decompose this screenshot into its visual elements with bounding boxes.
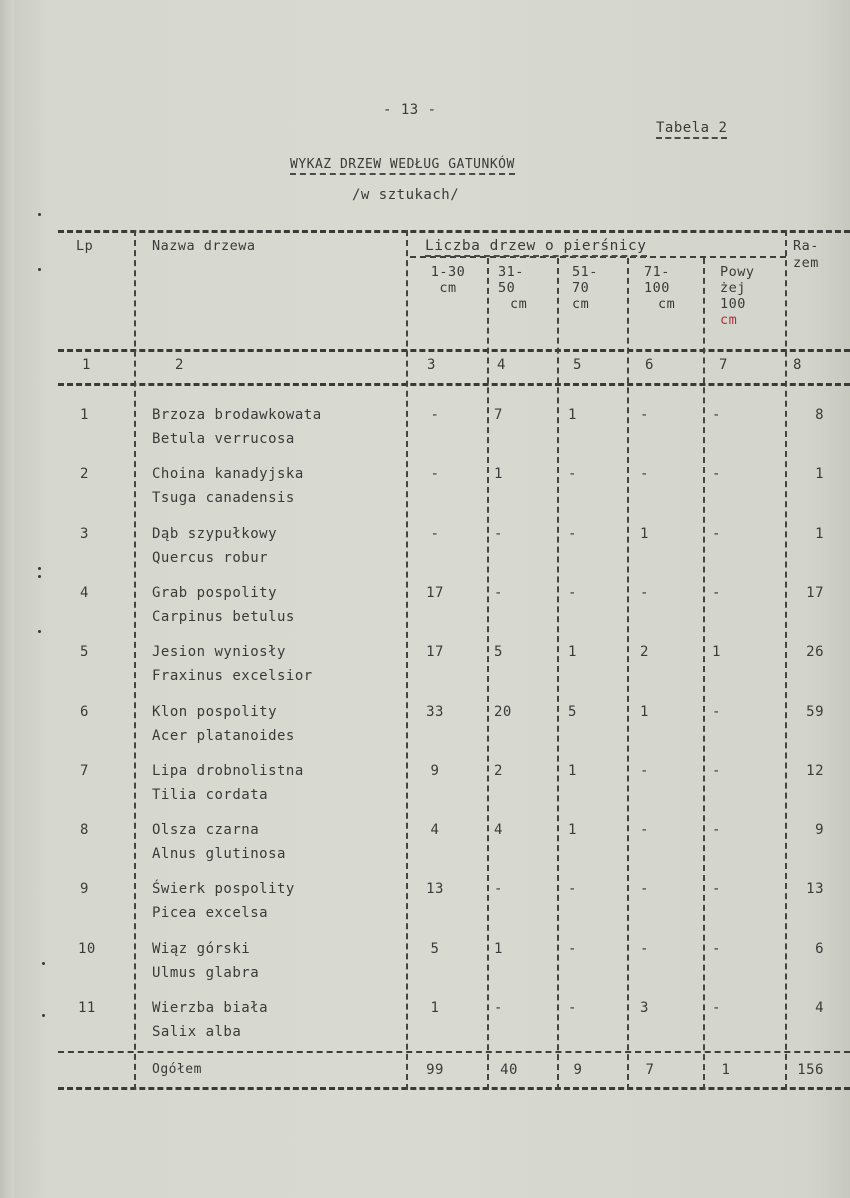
- row-c3: -: [568, 526, 577, 542]
- header-total: Ra- zem: [793, 238, 819, 271]
- margin-dot: [38, 213, 41, 216]
- row-c3: 1: [568, 763, 577, 779]
- row-c2: 20: [494, 704, 512, 720]
- col-divider: [406, 230, 408, 1090]
- row-name-latin: Salix alba: [152, 1024, 242, 1040]
- row-lp: 4: [80, 585, 89, 601]
- row-c2: 4: [494, 822, 503, 838]
- row-total: 59: [806, 704, 824, 720]
- row-c2: 2: [494, 763, 503, 779]
- header-group: Liczba drzew o pierśnicy: [425, 238, 647, 257]
- row-lp: 10: [78, 941, 96, 957]
- row-name-polish: Choina kanadyjska: [152, 466, 304, 482]
- header-bottom-rule: [58, 349, 850, 352]
- row-total: 1: [815, 526, 824, 542]
- row-name-latin: Betula verrucosa: [152, 431, 295, 447]
- header-col-1-30: 1-30 cm: [430, 264, 466, 296]
- row-c3: -: [568, 941, 577, 957]
- row-c5: -: [712, 407, 721, 423]
- col-divider: [785, 230, 787, 1090]
- sum-c5: 1: [721, 1062, 731, 1078]
- row-lp: 3: [80, 526, 89, 542]
- row-c4: -: [640, 881, 649, 897]
- row-c4: -: [640, 763, 649, 779]
- row-c2: -: [494, 881, 503, 897]
- row-c5: -: [712, 466, 721, 482]
- row-name-polish: Jesion wyniosły: [152, 644, 286, 660]
- col-number: 8: [793, 357, 802, 373]
- row-c4: -: [640, 585, 649, 601]
- row-c3: -: [568, 1000, 577, 1016]
- row-name-latin: Carpinus betulus: [152, 609, 295, 625]
- row-c2: 1: [494, 466, 503, 482]
- row-c3: -: [568, 585, 577, 601]
- row-name-polish: Olsza czarna: [152, 822, 260, 838]
- header-col-31-50: 31- 50 cm: [498, 264, 528, 312]
- row-c5: -: [712, 822, 721, 838]
- col-divider: [703, 258, 705, 1090]
- header-col-51-70: 51- 70 cm: [572, 264, 598, 312]
- row-c1: 17: [426, 585, 444, 601]
- sum-label: Ogółem: [152, 1062, 202, 1077]
- row-c3: -: [568, 881, 577, 897]
- row-c2: 1: [494, 941, 503, 957]
- col-number: 2: [175, 357, 184, 373]
- row-lp: 7: [80, 763, 89, 779]
- margin-dot: [42, 962, 45, 965]
- header-lp: Lp: [76, 238, 94, 254]
- sum-top-rule: [58, 1051, 850, 1053]
- row-total: 13: [806, 881, 824, 897]
- header-name: Nazwa drzewa: [152, 238, 256, 254]
- row-c3: 1: [568, 407, 577, 423]
- row-c5: 1: [712, 644, 721, 660]
- row-c1: -: [430, 466, 440, 482]
- row-c5: -: [712, 941, 721, 957]
- row-lp: 9: [80, 881, 89, 897]
- col-divider: [627, 258, 629, 1090]
- col-number: 6: [645, 357, 654, 373]
- row-c2: 7: [494, 407, 503, 423]
- col-number: 5: [573, 357, 582, 373]
- row-name-latin: Picea excelsa: [152, 905, 269, 921]
- row-name-polish: Wierzba biała: [152, 1000, 269, 1016]
- document-title: WYKAZ DRZEW WEDŁUG GATUNKÓW: [290, 157, 515, 175]
- sum-c4: 7: [645, 1062, 655, 1078]
- row-name-polish: Świerk pospolity: [152, 881, 295, 897]
- row-name-polish: Lipa drobnolistna: [152, 763, 304, 779]
- row-c5: -: [712, 526, 721, 542]
- row-name-polish: Wiąz górski: [152, 941, 251, 957]
- row-lp: 11: [78, 1000, 96, 1016]
- page-number: - 13 -: [383, 102, 437, 118]
- row-c5: -: [712, 585, 721, 601]
- row-c1: -: [430, 526, 440, 542]
- margin-dot: [42, 1014, 45, 1017]
- row-c5: -: [712, 881, 721, 897]
- row-c1: 9: [430, 763, 440, 779]
- sum-total: 156: [797, 1062, 824, 1078]
- row-name-polish: Dąb szypułkowy: [152, 526, 278, 542]
- col-divider: [557, 258, 559, 1090]
- row-name-latin: Tilia cordata: [152, 787, 269, 803]
- row-name-latin: Alnus glutinosa: [152, 846, 286, 862]
- row-c4: -: [640, 941, 649, 957]
- row-name-latin: Tsuga canadensis: [152, 490, 295, 506]
- row-c4: 1: [640, 704, 649, 720]
- margin-dot: [38, 630, 41, 633]
- margin-dot: [38, 575, 41, 578]
- row-c3: 5: [568, 704, 577, 720]
- row-name-latin: Fraxinus excelsior: [152, 668, 313, 684]
- row-c3: 1: [568, 644, 577, 660]
- margin-dot: [38, 268, 41, 271]
- row-total: 6: [815, 941, 824, 957]
- header-col-71-100: 71- 100 cm: [644, 264, 676, 312]
- row-c2: 5: [494, 644, 503, 660]
- row-c4: -: [640, 822, 649, 838]
- row-c4: -: [640, 466, 649, 482]
- row-total: 12: [806, 763, 824, 779]
- col-number: 1: [82, 357, 91, 373]
- row-total: 9: [815, 822, 824, 838]
- row-lp: 6: [80, 704, 89, 720]
- row-name-polish: Klon pospolity: [152, 704, 278, 720]
- row-lp: 8: [80, 822, 89, 838]
- row-total: 4: [815, 1000, 824, 1016]
- col-number: 7: [719, 357, 728, 373]
- row-c4: -: [640, 407, 649, 423]
- row-name-latin: Ulmus glabra: [152, 965, 260, 981]
- page-edge-shadow: [0, 0, 14, 1198]
- row-name-latin: Quercus robur: [152, 550, 269, 566]
- row-c1: 17: [426, 644, 444, 660]
- row-c2: -: [494, 526, 503, 542]
- row-c4: 2: [640, 644, 649, 660]
- col-divider: [487, 258, 489, 1090]
- row-c5: -: [712, 704, 721, 720]
- row-c4: 3: [640, 1000, 649, 1016]
- row-total: 8: [815, 407, 824, 423]
- row-c4: 1: [640, 526, 649, 542]
- row-c1: 13: [426, 881, 444, 897]
- row-name-polish: Brzoza brodawkowata: [152, 407, 322, 423]
- row-c2: -: [494, 1000, 503, 1016]
- row-lp: 5: [80, 644, 89, 660]
- col-divider: [134, 230, 136, 1090]
- column-numbers-rule: [58, 383, 850, 386]
- row-lp: 1: [80, 407, 89, 423]
- row-total: 1: [815, 466, 824, 482]
- document-subtitle: /w sztukach/: [352, 187, 460, 203]
- row-c5: -: [712, 763, 721, 779]
- margin-dot: [38, 567, 41, 570]
- table-label: Tabela 2: [656, 120, 727, 139]
- sum-c1: 99: [426, 1062, 444, 1078]
- col-number: 3: [427, 357, 436, 373]
- row-c3: -: [568, 466, 577, 482]
- row-c5: -: [712, 1000, 721, 1016]
- sum-c3: 9: [573, 1062, 583, 1078]
- row-c1: 33: [426, 704, 444, 720]
- sum-c2: 40: [500, 1062, 518, 1078]
- table-top-rule: [58, 230, 850, 233]
- row-lp: 2: [80, 466, 89, 482]
- header-col-over-100: Powy żej 100 cm: [720, 264, 755, 328]
- row-c1: -: [430, 407, 440, 423]
- row-name-latin: Acer platanoides: [152, 728, 295, 744]
- row-total: 17: [806, 585, 824, 601]
- row-name-polish: Grab pospolity: [152, 585, 278, 601]
- row-c3: 1: [568, 822, 577, 838]
- table-bottom-rule: [58, 1087, 850, 1090]
- row-c1: 1: [430, 1000, 440, 1016]
- row-c1: 4: [430, 822, 440, 838]
- row-c1: 5: [430, 941, 440, 957]
- row-total: 26: [806, 644, 824, 660]
- row-c2: -: [494, 585, 503, 601]
- col-number: 4: [497, 357, 506, 373]
